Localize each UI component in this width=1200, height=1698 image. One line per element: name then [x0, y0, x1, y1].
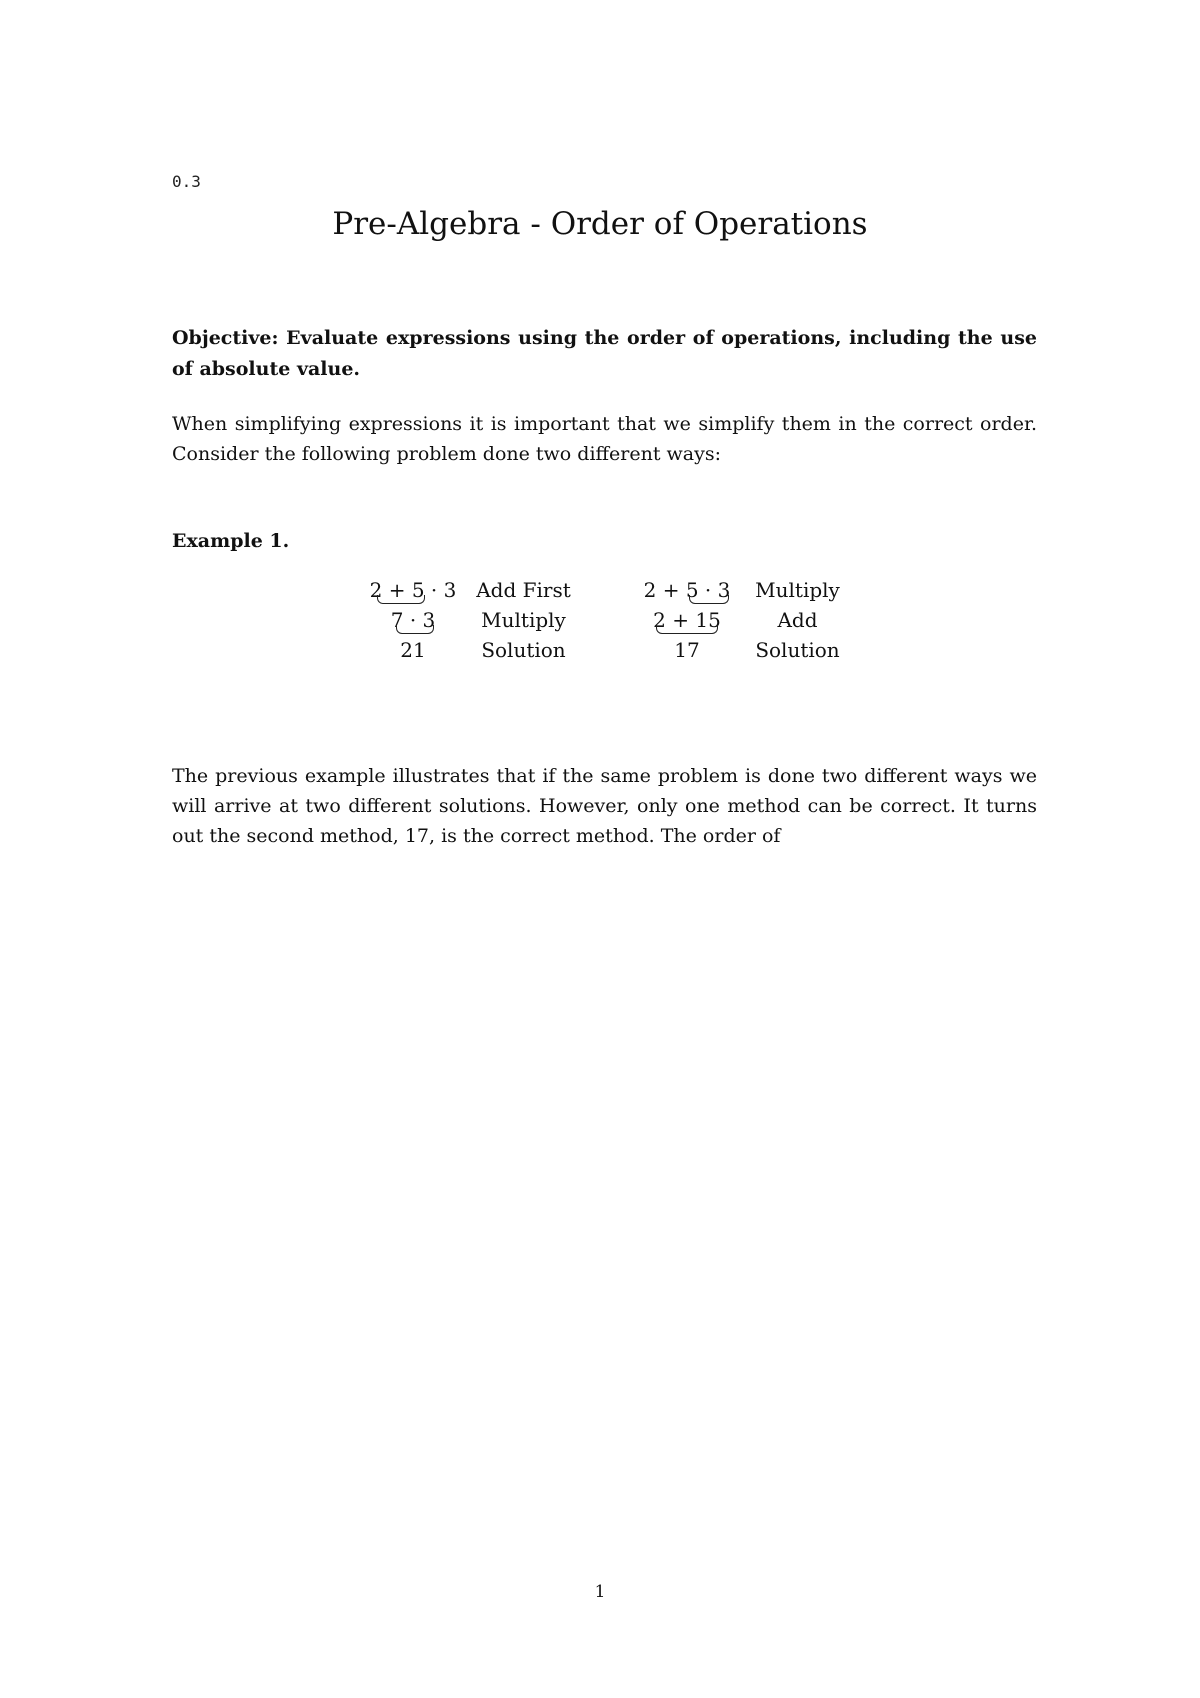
example-left-note: Solution [481, 638, 566, 662]
example-right-expression: 2 + 5 · 3 [643, 578, 731, 602]
example-left-note: Multiply [481, 608, 566, 632]
section-id: 0.3 [172, 172, 201, 191]
example-right-note: Solution [755, 638, 840, 662]
page-title: Pre-Algebra - Order of Operations [332, 206, 868, 242]
example-label: Example 1. [172, 530, 290, 552]
example-left-expression: 2 + 5 · 3 [369, 578, 457, 602]
example-left-expression: 7 · 3 [390, 608, 436, 632]
explanation-paragraph: The previous example illustrates that if the same problem is done two different ways we will arrive at two different solutions. However, only one method can be correct. It turns out the second method, 17, is the correct method. The order of [172, 765, 1037, 847]
page-number: 1 [594, 1582, 606, 1602]
intro-paragraph: When simplifying expressions it is important that we simplify them in the correct order. Consider the following problem done two different ways: [172, 413, 1037, 465]
brace-underline [689, 595, 729, 604]
example-right-expression: 17 [674, 638, 700, 662]
brace-underline [396, 625, 434, 634]
example-left-note: Add First [476, 578, 571, 602]
example-left-expression: 21 [400, 638, 426, 662]
brace-underline [377, 595, 425, 604]
objective: Objective: Evaluate expressions using the order of operations, including the use of absolute value. [172, 327, 1037, 380]
example-right-expression: 2 + 15 [653, 608, 721, 632]
example-right-note: Multiply [755, 578, 840, 602]
example-right-note: Add [777, 608, 818, 632]
brace-underline [656, 625, 718, 634]
